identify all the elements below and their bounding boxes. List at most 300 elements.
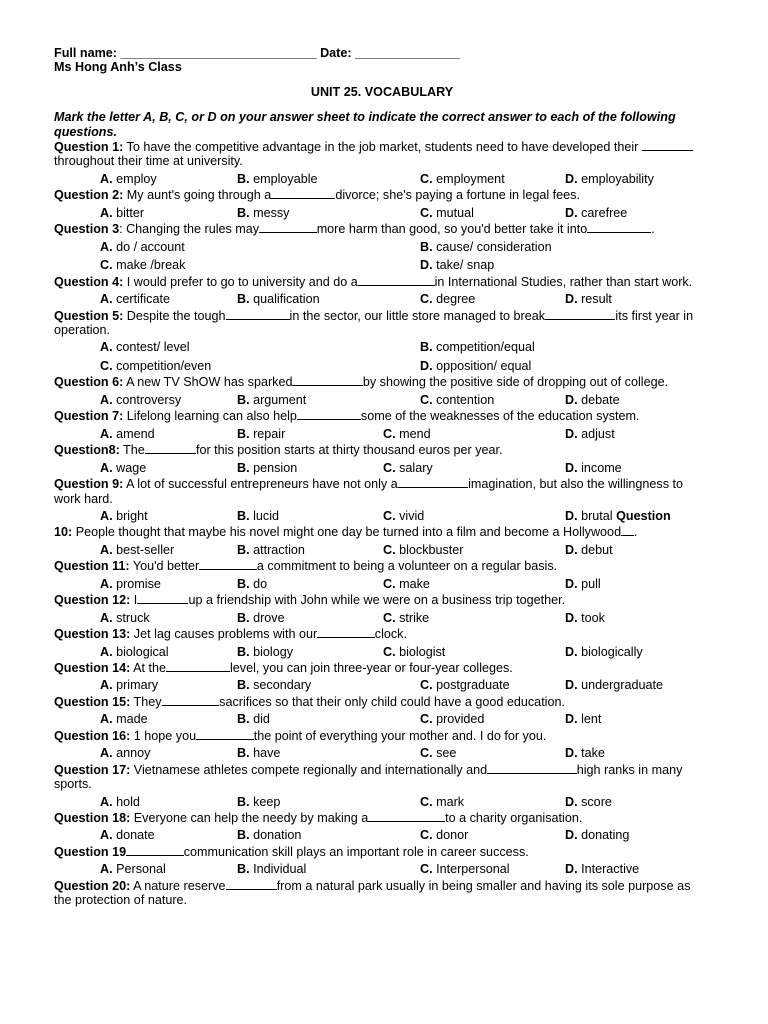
option-letter: A.	[100, 426, 113, 441]
answer-blank[interactable]	[137, 592, 188, 604]
option-text: lent	[577, 712, 602, 727]
answer-option-c[interactable]	[383, 577, 430, 591]
option-text: qualification	[249, 292, 320, 307]
options-row	[54, 574, 710, 593]
option-letter: A.	[100, 239, 113, 254]
option-text: carefree	[577, 205, 628, 220]
option-letter: B.	[237, 610, 250, 625]
answer-option-d[interactable]	[420, 359, 531, 373]
option-text: salary	[395, 460, 433, 475]
question-item	[54, 274, 710, 308]
option-text: messy	[249, 205, 290, 220]
option-text: score	[577, 794, 612, 809]
answer-option-a[interactable]	[100, 828, 155, 842]
option-text: secondary	[249, 678, 312, 693]
option-letter: D.	[565, 576, 578, 591]
option-letter: B.	[237, 460, 250, 475]
answer-option-a[interactable]	[100, 509, 148, 523]
option-letter: B.	[237, 508, 250, 523]
question-text-after: clock.	[374, 627, 407, 642]
answer-blank[interactable]	[398, 476, 468, 488]
option-letter: D.	[565, 508, 578, 523]
option-letter: B.	[237, 794, 250, 809]
answer-option-a[interactable]	[100, 712, 148, 726]
question-label: Question 7:	[54, 409, 124, 424]
question-label: Question 9:	[54, 477, 124, 492]
unit-title: UNIT 25. VOCABULARY	[310, 84, 454, 99]
option-letter: C.	[383, 644, 396, 659]
option-letter: C.	[420, 794, 433, 809]
answer-option-c[interactable]	[100, 258, 185, 272]
question-text	[54, 274, 710, 289]
answer-option-a[interactable]	[100, 172, 157, 186]
option-letter: D.	[565, 460, 578, 475]
question-text-after: up a friendship with John while we were on a business trip together.	[188, 593, 566, 608]
option-letter: D.	[565, 171, 578, 186]
answer-option-b[interactable]	[420, 340, 535, 354]
answer-option-d[interactable]	[565, 746, 605, 760]
class-name: Ms Hong Anh’s Class	[54, 60, 182, 75]
answer-option-d[interactable]	[565, 712, 601, 726]
question-text-after: to a charity organisation.	[445, 811, 583, 826]
answer-blank[interactable]	[226, 878, 277, 890]
option-letter: C.	[420, 862, 433, 877]
option-text: certificate	[112, 292, 170, 307]
question-label: Question 11:	[54, 559, 130, 574]
option-text: debut	[577, 542, 613, 557]
question-text	[54, 878, 710, 908]
answer-option-c[interactable]	[420, 862, 510, 876]
question-text	[54, 592, 710, 607]
answer-option-b[interactable]	[237, 862, 306, 876]
question-label: Question 1:	[54, 140, 124, 155]
question-text-after: communication skill plays an important role in career success.	[183, 844, 529, 859]
answer-option-d[interactable]	[565, 862, 639, 876]
answer-option-d[interactable]	[565, 795, 612, 809]
answer-option-b[interactable]	[237, 645, 293, 659]
option-text: vivid	[395, 508, 425, 523]
option-letter: C.	[420, 828, 433, 843]
question-text	[54, 660, 710, 675]
answer-option-a[interactable]	[100, 862, 166, 876]
answer-option-a[interactable]	[100, 427, 155, 441]
question-text-before: Vietnamese athletes compete regionally and internationally and	[130, 762, 488, 777]
option-text: biologist	[395, 644, 446, 659]
question-item	[54, 524, 710, 558]
option-letter: B.	[237, 644, 250, 659]
options-row	[54, 237, 710, 256]
answer-blank[interactable]	[621, 524, 634, 536]
option-text: mend	[395, 426, 431, 441]
answer-option-d[interactable]	[565, 611, 605, 625]
answer-option-c[interactable]	[383, 461, 433, 475]
option-text: repair	[249, 426, 286, 441]
answer-option-c[interactable]	[383, 427, 431, 441]
option-text: mutual	[432, 205, 474, 220]
question-text	[54, 139, 710, 169]
question-text-after: the point of everything your mother and. I do for you.	[253, 728, 547, 743]
option-letter: B.	[420, 239, 433, 254]
option-text: undergraduate	[577, 678, 664, 693]
question-text-before: To have the competitive advantage in the job market, students need to have developed their	[123, 140, 642, 155]
question-text-after: a commitment to being a volunteer on a regular basis.	[256, 559, 558, 574]
answer-option-a[interactable]	[100, 611, 150, 625]
option-text: primary	[112, 678, 159, 693]
answer-blank[interactable]	[297, 408, 361, 420]
answer-option-c[interactable]	[420, 746, 456, 760]
answer-option-c[interactable]	[420, 828, 468, 842]
option-letter: A.	[100, 340, 113, 355]
answer-option-c[interactable]	[383, 509, 424, 523]
answer-option-a[interactable]	[100, 461, 146, 475]
answer-option-b[interactable]	[420, 240, 552, 254]
option-letter: C.	[420, 171, 433, 186]
question-text	[54, 308, 710, 338]
option-letter: A.	[100, 460, 113, 475]
answer-blank[interactable]	[487, 762, 577, 774]
answer-option-d[interactable]	[565, 577, 601, 591]
option-letter: C.	[420, 292, 433, 307]
question-text-end: its first year in operation.	[54, 308, 694, 337]
answer-option-a[interactable]	[100, 645, 169, 659]
answer-option-b[interactable]	[237, 611, 285, 625]
answer-option-b[interactable]	[237, 712, 270, 726]
question-label: 10:	[54, 525, 73, 540]
option-letter: D.	[565, 542, 578, 557]
question-item	[54, 728, 710, 762]
question-label: Question 16:	[54, 728, 131, 743]
question-item	[54, 558, 710, 592]
answer-blank[interactable]	[162, 694, 220, 706]
option-letter: C.	[100, 258, 113, 273]
question-label: Question 13:	[54, 627, 131, 642]
option-letter: A.	[100, 542, 113, 557]
question-text-before: : Changing the rules may	[119, 222, 260, 237]
question-label: Question 19	[54, 844, 127, 859]
options-row	[54, 825, 710, 844]
answer-option-d[interactable]	[565, 172, 654, 186]
option-text: donate	[112, 828, 155, 843]
option-letter: D.	[565, 610, 578, 625]
options-row	[54, 709, 710, 728]
question-label: Question 17:	[54, 762, 131, 777]
option-text: lucid	[249, 508, 279, 523]
question-text	[54, 626, 710, 641]
answer-option-c[interactable]	[420, 678, 510, 692]
option-text: do / account	[112, 239, 185, 254]
question-text-after: divorce; she's paying a fortune in legal fees.	[335, 188, 580, 203]
answer-option-d[interactable]	[565, 393, 620, 407]
answer-option-c[interactable]	[420, 172, 505, 186]
question-text-after: for this position starts at thirty thousand euros per year.	[195, 443, 503, 458]
question-text-before: They	[130, 694, 162, 709]
option-text: take/ snap	[432, 258, 495, 273]
answer-option-a[interactable]	[100, 206, 144, 220]
question-text-end: .	[651, 222, 655, 237]
option-text: have	[249, 746, 281, 761]
question-item	[54, 408, 710, 442]
option-letter: A.	[100, 508, 113, 523]
option-letter: B.	[237, 712, 250, 727]
question-text-after: by showing the positive side of dropping out of college.	[362, 375, 669, 390]
option-text: hold	[112, 794, 140, 809]
answer-option-c[interactable]	[100, 359, 211, 373]
option-letter: B.	[237, 678, 250, 693]
option-text: employability	[577, 171, 654, 186]
option-letter: A.	[100, 794, 113, 809]
option-text: make	[395, 576, 430, 591]
option-letter: A.	[100, 712, 113, 727]
option-text: struck	[112, 610, 150, 625]
option-letter: D.	[565, 292, 578, 307]
question-text	[54, 524, 710, 539]
answer-option-a[interactable]	[100, 577, 161, 591]
question-text-after: in the sector, our little store managed to break	[289, 308, 546, 323]
question-text-after: in International Studies, rather than start work.	[434, 274, 693, 289]
options-row	[54, 458, 710, 477]
answer-option-b[interactable]	[237, 543, 305, 557]
option-letter: D.	[565, 712, 578, 727]
option-letter: A.	[100, 644, 113, 659]
option-text: make /break	[112, 258, 186, 273]
answer-option-d[interactable]	[565, 645, 643, 659]
answer-option-b[interactable]	[237, 206, 289, 220]
question-text-before: At the	[130, 661, 166, 676]
option-text: drove	[249, 610, 285, 625]
answer-option-a[interactable]	[100, 240, 185, 254]
answer-blank[interactable]	[317, 626, 375, 638]
question-text-after: .	[633, 525, 638, 540]
question-item	[54, 626, 710, 660]
answer-option-d[interactable]	[565, 678, 663, 692]
question-item	[54, 139, 710, 187]
answer-blank[interactable]	[199, 558, 257, 570]
question-text-after: some of the weaknesses of the education system.	[360, 409, 640, 424]
option-letter: A.	[100, 678, 113, 693]
answer-option-c[interactable]	[383, 611, 429, 625]
answer-blank[interactable]	[196, 728, 254, 740]
option-text: contest/ level	[112, 340, 190, 355]
option-letter: A.	[100, 392, 113, 407]
option-text: see	[432, 746, 457, 761]
answer-option-d[interactable]	[565, 543, 613, 557]
answer-option-a[interactable]	[100, 292, 170, 306]
answer-option-c[interactable]	[420, 206, 474, 220]
answer-blank[interactable]	[545, 308, 615, 320]
question-text-before: Jet lag causes problems with our	[130, 627, 318, 642]
answer-option-b[interactable]	[237, 461, 297, 475]
answer-option-c[interactable]	[420, 712, 484, 726]
question-text-before: You'd better	[129, 559, 200, 574]
answer-option-a[interactable]	[100, 795, 140, 809]
question-list	[54, 139, 710, 908]
option-letter: A.	[100, 576, 113, 591]
option-text: donating	[577, 828, 630, 843]
question-item	[54, 476, 710, 524]
answer-option-c[interactable]	[383, 543, 464, 557]
question-text-before: My aunt's going through a	[123, 188, 272, 203]
option-text: controversy	[112, 392, 182, 407]
option-letter: D.	[565, 746, 578, 761]
option-text: Interactive	[577, 862, 640, 877]
answer-option-a[interactable]	[100, 340, 190, 354]
answer-option-a[interactable]	[100, 543, 174, 557]
answer-option-b[interactable]	[237, 427, 285, 441]
answer-option-b[interactable]	[237, 509, 279, 523]
answer-option-d[interactable]	[565, 427, 615, 441]
option-text: Personal	[112, 862, 166, 877]
option-text: adjust	[577, 426, 615, 441]
answer-blank[interactable]	[292, 374, 362, 386]
option-text: biology	[249, 644, 294, 659]
options-row	[54, 337, 710, 356]
option-text: opposition/ equal	[432, 358, 532, 373]
option-letter: C.	[420, 746, 433, 761]
answer-blank[interactable]	[271, 187, 335, 199]
answer-blank[interactable]	[166, 660, 230, 672]
option-text: bitter	[112, 205, 145, 220]
answer-option-b[interactable]	[237, 393, 306, 407]
options-row	[54, 608, 710, 627]
question-text-before: Despite the tough	[123, 308, 226, 323]
answer-option-b[interactable]	[237, 795, 280, 809]
question-text-after: from a natural park usually in being smaller and having its sole purpose as the protection of nature.	[54, 878, 691, 908]
answer-blank[interactable]	[145, 442, 196, 454]
option-letter: B.	[237, 576, 250, 591]
answer-option-c[interactable]	[383, 645, 445, 659]
option-text: argument	[249, 392, 307, 407]
option-letter: B.	[237, 171, 250, 186]
option-letter: D.	[565, 426, 578, 441]
option-text: wage	[112, 460, 147, 475]
question-label: Question8:	[54, 443, 120, 458]
answer-option-d[interactable]	[565, 509, 671, 523]
option-letter: A.	[100, 171, 113, 186]
option-text: employ	[112, 171, 157, 186]
question-item	[54, 878, 710, 908]
option-text: do	[249, 576, 268, 591]
question-text-after: level, you can join three-year or four-year colleges.	[230, 661, 513, 676]
answer-option-b[interactable]	[237, 292, 320, 306]
answer-option-d[interactable]	[565, 461, 622, 475]
answer-option-b[interactable]	[237, 828, 301, 842]
answer-option-a[interactable]	[100, 746, 150, 760]
option-text: best-seller	[112, 542, 175, 557]
answer-blank[interactable]	[358, 274, 435, 286]
option-text: pension	[249, 460, 298, 475]
answer-option-b[interactable]	[237, 678, 311, 692]
answer-blank[interactable]	[587, 221, 651, 233]
question-item	[54, 844, 710, 878]
option-letter: B.	[420, 340, 433, 355]
option-letter: D.	[565, 828, 578, 843]
answer-option-b[interactable]	[237, 577, 267, 591]
option-text: postgraduate	[432, 678, 510, 693]
option-letter: D.	[565, 205, 578, 220]
question-text	[54, 221, 710, 236]
question-text-before: A nature reserve	[130, 878, 226, 893]
question-label: Question 14:	[54, 661, 131, 676]
option-text: annoy	[112, 746, 151, 761]
question-text	[54, 728, 710, 743]
option-text: employment	[432, 171, 505, 186]
answer-option-a[interactable]	[100, 678, 158, 692]
answer-option-c[interactable]	[420, 292, 475, 306]
question-text-after: throughout their time at university.	[54, 154, 243, 169]
question-item	[54, 694, 710, 728]
option-letter: C.	[383, 508, 396, 523]
question-text-before: A new TV ShOW has sparked	[123, 375, 293, 390]
answer-blank[interactable]	[642, 139, 693, 151]
option-text: contention	[432, 392, 495, 407]
option-letter: D.	[420, 358, 433, 373]
option-letter: C.	[420, 392, 433, 407]
option-letter: D.	[565, 862, 578, 877]
options-row	[54, 540, 710, 559]
option-letter: A.	[100, 205, 113, 220]
question-label: Question 3	[54, 222, 120, 237]
option-text: attraction	[249, 542, 305, 557]
option-text: debate	[577, 392, 620, 407]
option-text: took	[577, 610, 605, 625]
answer-option-b[interactable]	[237, 172, 318, 186]
question-item	[54, 762, 710, 810]
option-letter: B.	[237, 862, 250, 877]
option-text: cause/ consideration	[432, 239, 552, 254]
question-text	[54, 844, 710, 859]
option-letter: C.	[420, 678, 433, 693]
option-text: biologically	[577, 644, 643, 659]
option-letter: B.	[237, 426, 250, 441]
answer-option-d[interactable]	[565, 206, 627, 220]
option-text: amend	[112, 426, 155, 441]
option-text: Individual	[249, 862, 307, 877]
answer-blank[interactable]	[226, 308, 290, 320]
option-letter: D.	[565, 794, 578, 809]
option-letter: A.	[100, 746, 113, 761]
next-question-label: Question	[616, 508, 671, 523]
question-item	[54, 810, 710, 844]
option-letter: C.	[383, 542, 396, 557]
option-letter: C.	[383, 576, 396, 591]
option-text: employable	[249, 171, 318, 186]
answer-blank[interactable]	[259, 221, 317, 233]
answer-blank[interactable]	[126, 844, 184, 856]
option-letter: D.	[565, 678, 578, 693]
answer-option-b[interactable]	[237, 746, 280, 760]
answer-option-d[interactable]	[565, 292, 612, 306]
answer-option-a[interactable]	[100, 393, 181, 407]
option-letter: B.	[237, 828, 250, 843]
question-text-after: sacrifices so that their only child could have a good education.	[219, 694, 565, 709]
answer-option-c[interactable]	[420, 795, 464, 809]
option-text: Interpersonal	[432, 862, 510, 877]
question-label: Question 12:	[54, 593, 131, 608]
options-row	[54, 390, 710, 409]
option-letter: C.	[100, 358, 113, 373]
option-letter: C.	[383, 460, 396, 475]
answer-option-d[interactable]	[420, 258, 494, 272]
option-letter: B.	[237, 746, 250, 761]
options-row	[54, 169, 710, 188]
option-text: bright	[112, 508, 148, 523]
answer-option-d[interactable]	[565, 828, 629, 842]
options-row	[54, 743, 710, 762]
answer-option-c[interactable]	[420, 393, 494, 407]
options-row	[54, 675, 710, 694]
answer-blank[interactable]	[368, 810, 445, 822]
options-row	[54, 203, 710, 222]
